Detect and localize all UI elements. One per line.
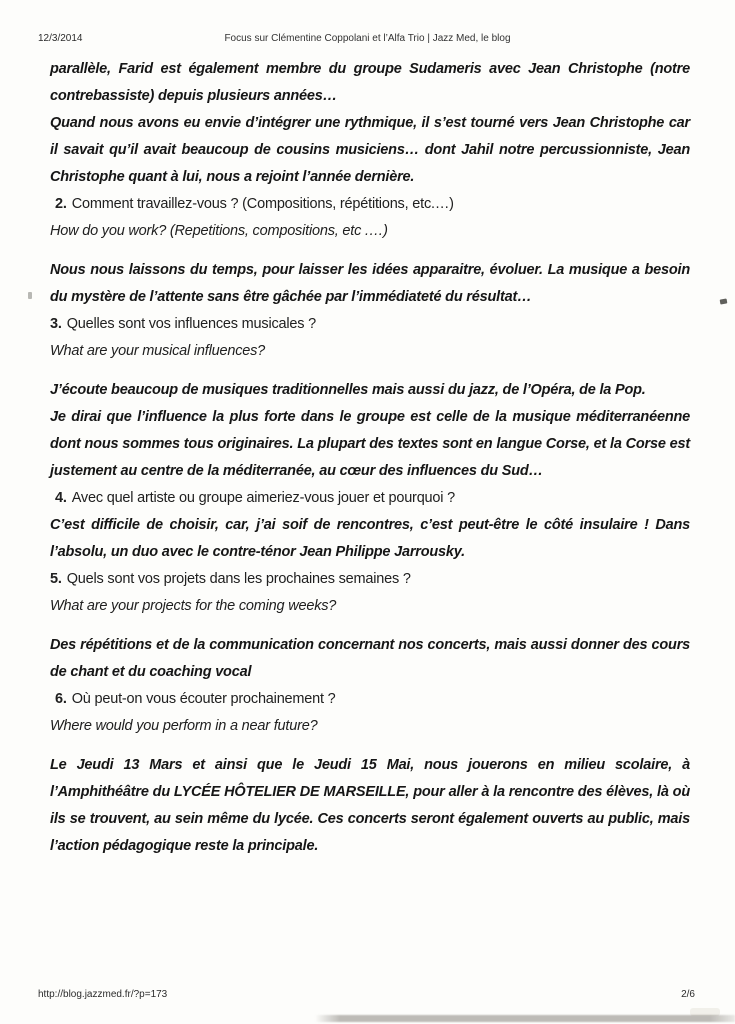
question-6-en: Where would you perform in a near future?: [50, 718, 318, 734]
question-6-block: [50, 686, 690, 740]
pen-mark-artifact: [720, 298, 728, 304]
question-4-number: 4.: [55, 490, 67, 506]
answer-3-part1: J’écoute beaucoup de musiques traditionnelles mais aussi du jazz, de l’Opéra, de la Pop.: [50, 382, 646, 398]
answer-2: Nous nous laissons du temps, pour laisser les idées apparaitre, évoluer. La musique a besoin du mystère de l’attente sans être gâchée par l’immédiateté du résultat…: [50, 262, 690, 305]
question-3-block: [50, 311, 690, 365]
question-3-en: What are your musical influences?: [50, 343, 266, 359]
question-4: [50, 485, 690, 512]
question-4-fr: Avec quel artiste ou groupe aimeriez-vous jouer et pourquoi ?: [71, 490, 455, 506]
answer-rhythm-section: Quand nous avons eu envie d’intégrer une rythmique, il s’est tourné vers Jean Christophe car il savait qu’il avait beaucoup de cousins musiciens… dont Jahil notre percussionniste, Jean Christophe quant à lui, nous a rejoint l’année dernière.: [50, 115, 690, 185]
answer-5: Des répétitions et de la communication concernant nos concerts, mais aussi donner des cours de chant et du coaching vocal: [50, 637, 690, 680]
print-footer: [0, 989, 735, 1002]
question-6: [50, 686, 690, 713]
question-6-fr: Où peut-on vous écouter prochainement ?: [71, 691, 336, 707]
question-5-block: [50, 566, 690, 620]
page-number: 2/6: [681, 989, 695, 1000]
question-5: [50, 566, 690, 593]
question-3-fr: Quelles sont vos influences musicales ?: [66, 316, 317, 332]
paragraph-continuation: parallèle, Farid est également membre du groupe Sudameris avec Jean Christophe (notre contrebassiste) depuis plusieurs années…: [50, 61, 690, 104]
interview-body: [50, 56, 690, 860]
print-header: [0, 33, 735, 47]
document-title: Focus sur Clémentine Coppolani et l’Alfa Trio | Jazz Med, le blog: [224, 33, 511, 44]
source-url: http://blog.jazzmed.fr/?p=173: [38, 989, 168, 1000]
print-date: 12/3/2014: [38, 33, 83, 44]
question-5-en: What are your projects for the coming weeks?: [50, 598, 337, 614]
scanner-edge-shadow: [315, 1015, 735, 1022]
question-2: [50, 191, 690, 218]
question-2-block: [50, 191, 690, 245]
question-5-number: 5.: [50, 571, 62, 587]
answer-6: Le Jeudi 13 Mars et ainsi que le Jeudi 15 Mai, nous jouerons en milieu scolaire, à l’Amphithéâtre du LYCÉE HÔTELIER DE MARSEILLE, pour aller à la rencontre des élèves, là où ils se trouvent, au sein même du lycée. Ces concerts seront également ouverts au public, mais l’action pédagogique reste la principale.: [50, 757, 690, 854]
question-2-fr: Comment travaillez-vous ? (Compositions, répétitions, etc.…): [71, 196, 454, 212]
question-5-fr: Quels sont vos projets dans les prochaines semaines ?: [66, 571, 411, 587]
scan-speck-artifact: [28, 292, 32, 299]
question-6-number: 6.: [55, 691, 67, 707]
answer-4: C’est difficile de choisir, car, j’ai soif de rencontres, c’est peut-être le côté insulaire ! Dans l’absolu, un duo avec le contre-ténor Jean Philippe Jarrousky.: [50, 517, 690, 560]
question-3: [50, 311, 690, 338]
answer-3-part2: Je dirai que l’influence la plus forte dans le groupe est celle de la musique méditerranéenne dont nous sommes tous originaires. La plupart des textes sont en langue Corse, et la Corse est justement au centre de la méditerranée, au cœur des influences du Sud…: [50, 409, 690, 479]
question-3-number: 3.: [50, 316, 62, 332]
question-2-en: How do you work? (Repetitions, compositions, etc .…): [50, 223, 388, 239]
question-2-number: 2.: [55, 196, 67, 212]
